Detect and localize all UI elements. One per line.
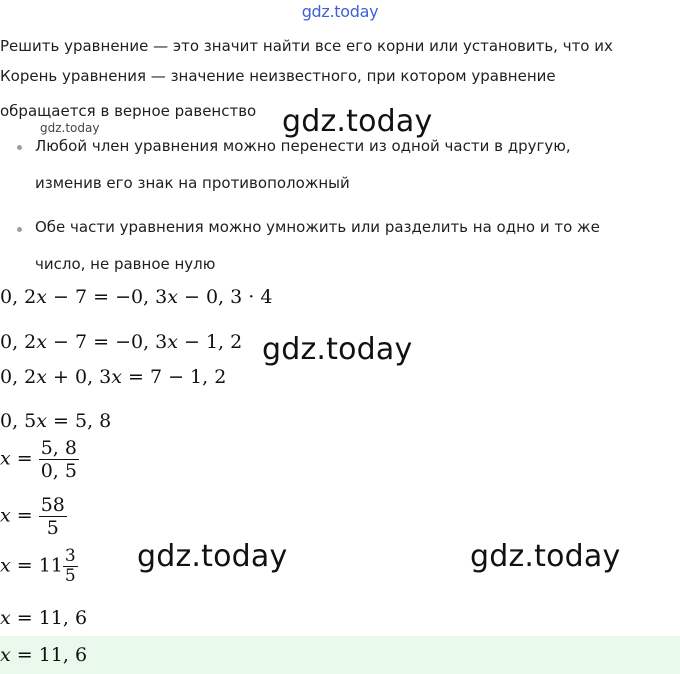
- watermark-2: gdz.today: [262, 332, 413, 367]
- equation-step-3: 0, 2x + 0, 3x = 7 − 1, 2: [0, 366, 227, 388]
- theory-line-2: Корень уравнения — значение неизвестного, при котором уравнение: [0, 67, 556, 85]
- bullet-1-line-2: изменив его знак на противоположный: [35, 174, 350, 192]
- fraction: $\frac{5, 8}{0, 5}$: [40, 437, 77, 482]
- equation-step-7: x = 11 $\frac{3}{5}$: [0, 546, 76, 586]
- site-logo[interactable]: gdz.today: [301, 2, 379, 21]
- watermark-small: gdz.today: [40, 121, 100, 135]
- equation-step-4: 0, 5x = 5, 8: [0, 410, 112, 432]
- theory-line-1: Решить уравнение — это значит найти все его корни или установить, что их: [0, 37, 613, 55]
- answer: x = 11, 6: [0, 644, 88, 666]
- fraction: $\frac{58}{5}$: [40, 494, 65, 539]
- theory-line-3: обращается в верное равенство: [0, 102, 257, 120]
- equation-step-1: 0, 2x − 7 = −0, 3x − 0, 3 · 4: [0, 286, 273, 308]
- bullet-dot-icon: [17, 227, 22, 232]
- equation-step-8: x = 11, 6: [0, 607, 88, 629]
- answer-box: [0, 636, 680, 674]
- bullet-dot-icon: [17, 145, 22, 150]
- fraction: $\frac{3}{5}$: [64, 546, 76, 586]
- watermark-1: gdz.today: [282, 104, 433, 139]
- bullet-1-line-1: Любой член уравнения можно перенести из одной части в другую,: [35, 137, 571, 155]
- bullet-2-line-2: число, не равное нулю: [35, 255, 216, 273]
- watermark-3: gdz.today: [137, 539, 288, 574]
- bullet-2-line-1: Обе части уравнения можно умножить или разделить на одно и то же: [35, 218, 600, 236]
- equation-step-6: x = $\frac{58}{5}$: [0, 494, 65, 539]
- equation-step-5: x = $\frac{5, 8}{0, 5}$: [0, 437, 77, 482]
- watermark-4: gdz.today: [470, 539, 621, 574]
- equation-step-2: 0, 2x − 7 = −0, 3x − 1, 2: [0, 331, 243, 353]
